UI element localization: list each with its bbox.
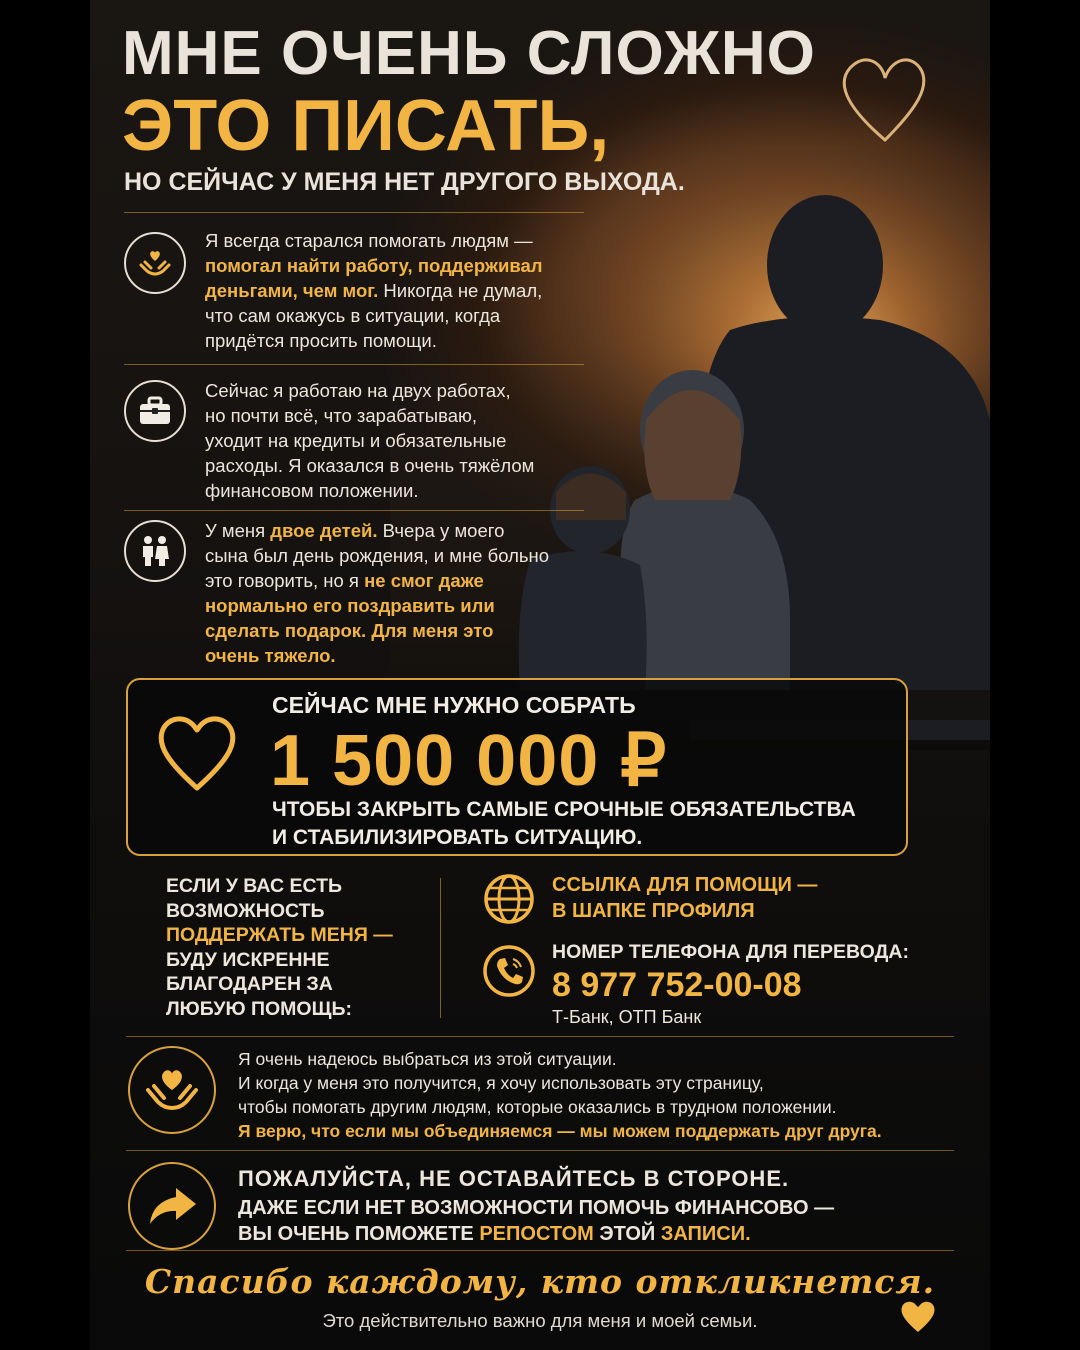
- footer-text: Это действительно важно для меня и моей семьи.: [322, 1310, 758, 1331]
- heart-hands-icon: [124, 232, 186, 294]
- heart-hands-icon: [128, 1046, 216, 1134]
- thanks-message: Спасибо каждому, кто откликнется.: [144, 1262, 936, 1301]
- divider: [124, 212, 584, 213]
- share-arrow-icon: [128, 1162, 216, 1250]
- heart-doodle-icon: [844, 60, 924, 140]
- share-text: ДАЖЕ ЕСЛИ НЕТ ВОЗМОЖНОСТИ ПОМОЧЬ ФИНАНСОВО — ВЫ ОЧЕНЬ ПОМОЖЕТЕ РЕПОСТОМ ЭТОЙ ЗАПИСИ.: [238, 1197, 835, 1245]
- phone-number[interactable]: 8 977 752-00-08: [552, 966, 802, 1004]
- poster: [90, 0, 990, 1350]
- divider: [124, 510, 584, 511]
- headline-line-2: ЭТО ПИСАТЬ,: [122, 86, 610, 166]
- phone-icon: [482, 944, 536, 1003]
- story-paragraph-1: Я всегда старался помогать людям — помогал найти работу, поддерживал деньгами, чем мог. Никогда не думал, что сам окажусь в ситуации, когда придётся просить помощи.: [205, 230, 543, 351]
- headline-line-3: НО СЕЙЧАС У МЕНЯ НЕТ ДРУГОГО ВЫХОДА.: [124, 168, 685, 196]
- phone-label: НОМЕР ТЕЛЕФОНА ДЛЯ ПЕРЕВОДА:: [552, 941, 909, 963]
- heart-outline-icon: [154, 710, 240, 794]
- help-link-text[interactable]: ССЫЛКА ДЛЯ ПОМОЩИ — В ШАПКЕ ПРОФИЛЯ: [552, 874, 818, 922]
- children-icon: [124, 520, 186, 582]
- goal-title: СЕЙЧАС МНЕ НУЖНО СОБРАТЬ: [272, 692, 636, 718]
- divider: [440, 878, 441, 1018]
- globe-icon: [482, 872, 536, 931]
- briefcase-icon: [124, 380, 186, 442]
- divider: [126, 1250, 954, 1251]
- headline-line-1: МНЕ ОЧЕНЬ СЛОЖНО: [122, 19, 816, 88]
- divider: [126, 1036, 954, 1037]
- story-paragraph-2: Сейчас я работаю на двух работах, но почти всё, что зарабатываю, уходит на кредиты и обязательные расходы. Я оказался в очень тяжёлом финансовом положении.: [205, 380, 535, 501]
- share-heading: ПОЖАЛУЙСТА, НЕ ОСТАВАЙТЕСЬ В СТОРОНЕ.: [238, 1166, 790, 1191]
- heart-icon: [898, 1298, 938, 1334]
- divider: [124, 364, 584, 365]
- help-request: ЕСЛИ У ВАС ЕСТЬ ВОЗМОЖНОСТЬ ПОДДЕРЖАТЬ МЕНЯ — БУДУ ИСКРЕННЕ БЛАГОДАРЕН ЗА ЛЮБУЮ ПОМОЩЬ:: [166, 875, 393, 1020]
- goal-description: ЧТОБЫ ЗАКРЫТЬ САМЫЕ СРОЧНЫЕ ОБЯЗАТЕЛЬСТВА И СТАБИЛИЗИРОВАТЬ СИТУАЦИЮ.: [272, 798, 856, 849]
- divider: [126, 1150, 954, 1151]
- fundraising-goal-box: [126, 678, 908, 856]
- bank-names: Т-Банк, ОТП Банк: [552, 1007, 702, 1027]
- goal-amount: 1 500 000 ₽: [270, 721, 668, 801]
- hope-paragraph: Я очень надеюсь выбраться из этой ситуации. И когда у меня это получится, я хочу использовать эту страницу, чтобы помогать другим людям, которые оказались в трудном положении. Я верю, что если мы объединяемся — мы можем поддержать друг друга.: [238, 1049, 882, 1141]
- story-paragraph-3: У меня двое детей. Вчера у моего сына был день рождения, и мне больно это говорить, но я не смог даже нормально его поздравить или сделать подарок. Для меня это очень тяжело.: [205, 520, 550, 666]
